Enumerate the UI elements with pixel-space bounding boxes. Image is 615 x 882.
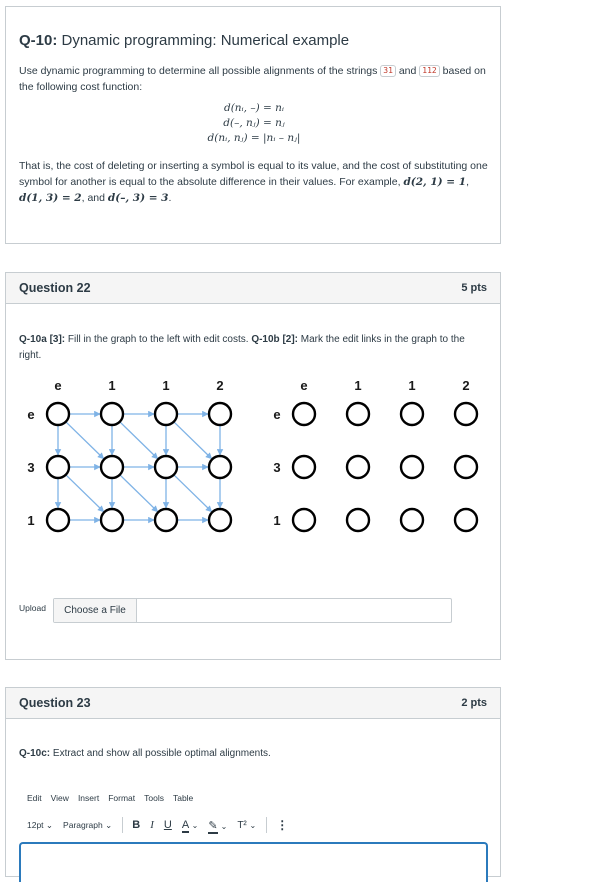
editor-menubar	[27, 793, 202, 803]
row-label-left: e	[27, 407, 35, 422]
font-size-select[interactable]: 12pt ⌄	[27, 819, 54, 830]
file-upload-field[interactable]	[53, 598, 452, 623]
graph-node-right	[455, 509, 477, 531]
question-title: Question 22	[19, 281, 91, 295]
superscript-icon[interactable]: T² ⌄	[237, 819, 257, 831]
choose-file-button[interactable]: Choose a File	[54, 599, 137, 622]
menu-table[interactable]: Table	[172, 793, 194, 803]
column-label-left: 2	[216, 378, 224, 393]
column-label-left: e	[54, 378, 62, 393]
question-23-card	[5, 687, 501, 877]
menu-format[interactable]: Format	[108, 793, 136, 803]
graph-node-left	[155, 509, 177, 531]
chevron-down-icon: ⌄	[45, 819, 54, 830]
toolbar-divider	[122, 817, 123, 833]
graph-node-right	[293, 509, 315, 531]
graph-node-right	[455, 403, 477, 425]
graph-node-right	[401, 456, 423, 478]
graph-node-left	[155, 456, 177, 478]
editor-toolbar	[27, 816, 298, 834]
underline-icon[interactable]: U	[163, 819, 172, 831]
intro-title: Q-10: Dynamic programming: Numerical example	[19, 32, 350, 49]
substitute-arrow	[174, 422, 212, 459]
graph-node-left	[101, 456, 123, 478]
upload-label: Upload	[19, 603, 46, 613]
intro-paragraph: Use dynamic programming to determine all possible alignments of the strings 31 and 112 based on the following cost function:	[19, 65, 486, 93]
string-112-chip: 112	[419, 65, 439, 77]
more-options-icon[interactable]: ⋮	[276, 818, 289, 832]
graph-node-left	[47, 403, 69, 425]
column-label-right: 1	[408, 378, 416, 393]
question-text: Q-10c: Extract and show all possible optimal alignments.	[19, 748, 271, 759]
row-label-right: e	[273, 407, 281, 422]
graph-node-left	[209, 403, 231, 425]
graph-node-left	[47, 456, 69, 478]
intro-card	[5, 6, 501, 244]
substitute-arrow	[174, 475, 212, 512]
graph-node-right	[347, 509, 369, 531]
row-label-right: 1	[273, 513, 281, 528]
substitute-arrow	[120, 422, 158, 459]
italic-icon[interactable]: I	[150, 819, 154, 831]
graph-nodes	[47, 403, 477, 531]
question-points: 5 pts	[461, 282, 487, 294]
highlight-color-icon[interactable]: ✎ ⌄	[208, 819, 228, 832]
column-label-right: e	[300, 378, 308, 393]
graph-node-left	[101, 403, 123, 425]
text-color-icon[interactable]: A ⌄	[181, 819, 199, 831]
question-header	[6, 273, 500, 304]
menu-tools[interactable]: Tools	[144, 793, 164, 803]
toolbar-divider	[266, 817, 267, 833]
substitute-arrow	[66, 475, 104, 512]
row-label-left: 1	[27, 513, 35, 528]
menu-edit[interactable]: Edit	[27, 793, 42, 803]
column-label-right: 2	[462, 378, 470, 393]
answer-editor[interactable]	[19, 842, 488, 882]
substitute-arrow	[66, 422, 104, 459]
graph-node-left	[155, 403, 177, 425]
edit-distance-graphs	[6, 373, 500, 543]
formula-substitute: d(nᵢ, nⱼ) = |nᵢ – nⱼ|	[207, 132, 301, 144]
graph-node-right	[347, 456, 369, 478]
row-label-left: 3	[27, 460, 35, 475]
question-header	[6, 688, 500, 719]
graph-node-right	[293, 456, 315, 478]
graph-node-left	[47, 509, 69, 531]
column-label-left: 1	[162, 378, 170, 393]
question-title: Question 23	[19, 696, 91, 710]
graph-node-left	[209, 456, 231, 478]
graph-node-right	[347, 403, 369, 425]
row-label-right: 3	[273, 460, 281, 475]
question-22-card	[5, 272, 501, 660]
menu-insert[interactable]: Insert	[77, 793, 100, 803]
graph-node-right	[455, 456, 477, 478]
graph-node-left	[101, 509, 123, 531]
block-format-select[interactable]: Paragraph ⌄	[63, 819, 113, 830]
column-label-right: 1	[354, 378, 362, 393]
question-points: 2 pts	[461, 697, 487, 709]
graph-node-left	[209, 509, 231, 531]
menu-view[interactable]: View	[50, 793, 69, 803]
formula-delete: d(nᵢ, –) = nᵢ	[223, 102, 285, 114]
string-31-chip: 31	[380, 65, 396, 77]
formula-insert: d(–, nⱼ) = nⱼ	[223, 117, 285, 129]
question-text: Q-10a [3]: Fill in the graph to the left with edit costs. Q-10b [2]: Mark the edit links in the graph to the right.	[19, 334, 465, 361]
graph-node-right	[401, 403, 423, 425]
column-label-left: 1	[108, 378, 116, 393]
edit-arrows	[58, 414, 220, 520]
substitute-arrow	[120, 475, 158, 512]
graph-node-right	[401, 509, 423, 531]
intro-explanation: That is, the cost of deleting or inserting a symbol is equal to its value, and the cost of substituting one symbol for another is equal to the absolute difference in their values. For example, d(2, 1) = 1, d(1, 3) = 2, and d(–, 3) = 3.	[19, 160, 488, 204]
graph-labels	[27, 378, 469, 528]
cost-function-formulas	[6, 101, 502, 146]
graph-node-right	[293, 403, 315, 425]
chevron-down-icon: ⌄	[105, 819, 113, 830]
bold-icon[interactable]: B	[132, 819, 141, 831]
